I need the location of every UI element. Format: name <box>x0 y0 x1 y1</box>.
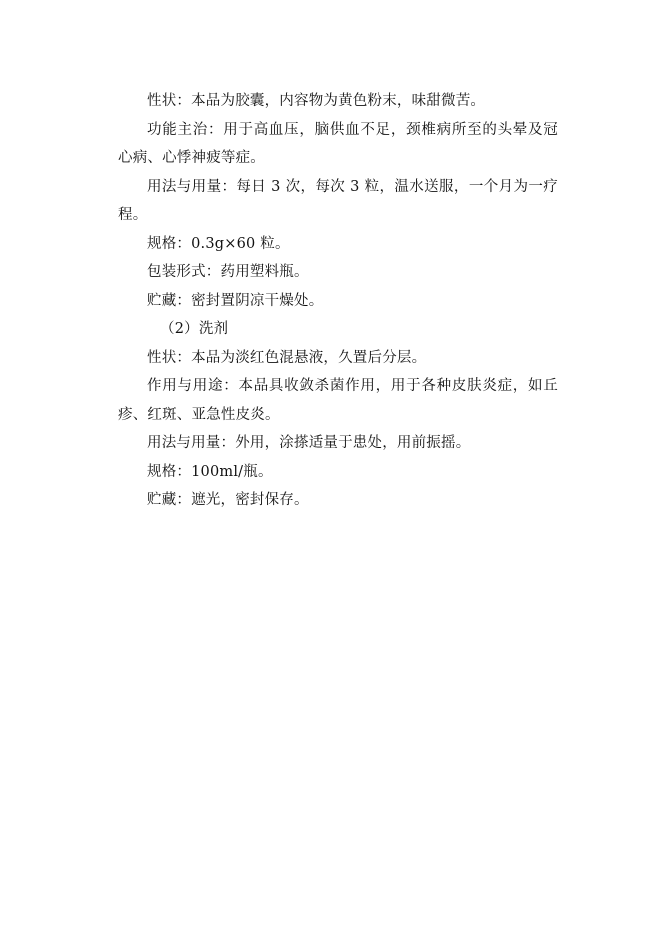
paragraph-lotion-properties: 性状：本品为淡红色混悬液，久置后分层。 <box>147 349 427 366</box>
paragraph-lotion-dosage: 用法与用量：外用，涂搽适量于患处，用前振摇。 <box>147 435 471 451</box>
paragraph-lotion-storage: 贮藏：遮光，密封保存。 <box>147 492 309 508</box>
paragraph-lotion-specification: 规格：100ml/瓶。 <box>147 463 273 480</box>
document-body <box>118 87 558 515</box>
paragraph-capsule-properties: 性状：本品为胶囊，内容物为黄色粉末，味甜微苦。 <box>147 93 486 109</box>
paragraph-capsule-storage: 贮藏：密封置阴凉干燥处。 <box>147 292 324 309</box>
paragraph-capsule-packaging: 包装形式：药用塑料瓶。 <box>147 264 309 280</box>
paragraph-lotion-uses: 作用与用途：本品具收敛杀菌作用，用于各种皮肤炎症，如丘疹、红斑、亚急性皮炎。 <box>118 378 558 423</box>
paragraph-capsule-dosage: 用法与用量：每日 3 次，每次 3 粒，温水送服，一个月为一疗程。 <box>118 178 558 223</box>
paragraph-capsule-specification: 规格：0.3g×60 粒。 <box>147 235 290 252</box>
section-heading-lotion: （2）洗剂 <box>160 321 229 337</box>
paragraph-capsule-indications: 功能主治：用于高血压，脑供血不足，颈椎病所至的头晕及冠心病、心悸神疲等症。 <box>118 121 558 166</box>
